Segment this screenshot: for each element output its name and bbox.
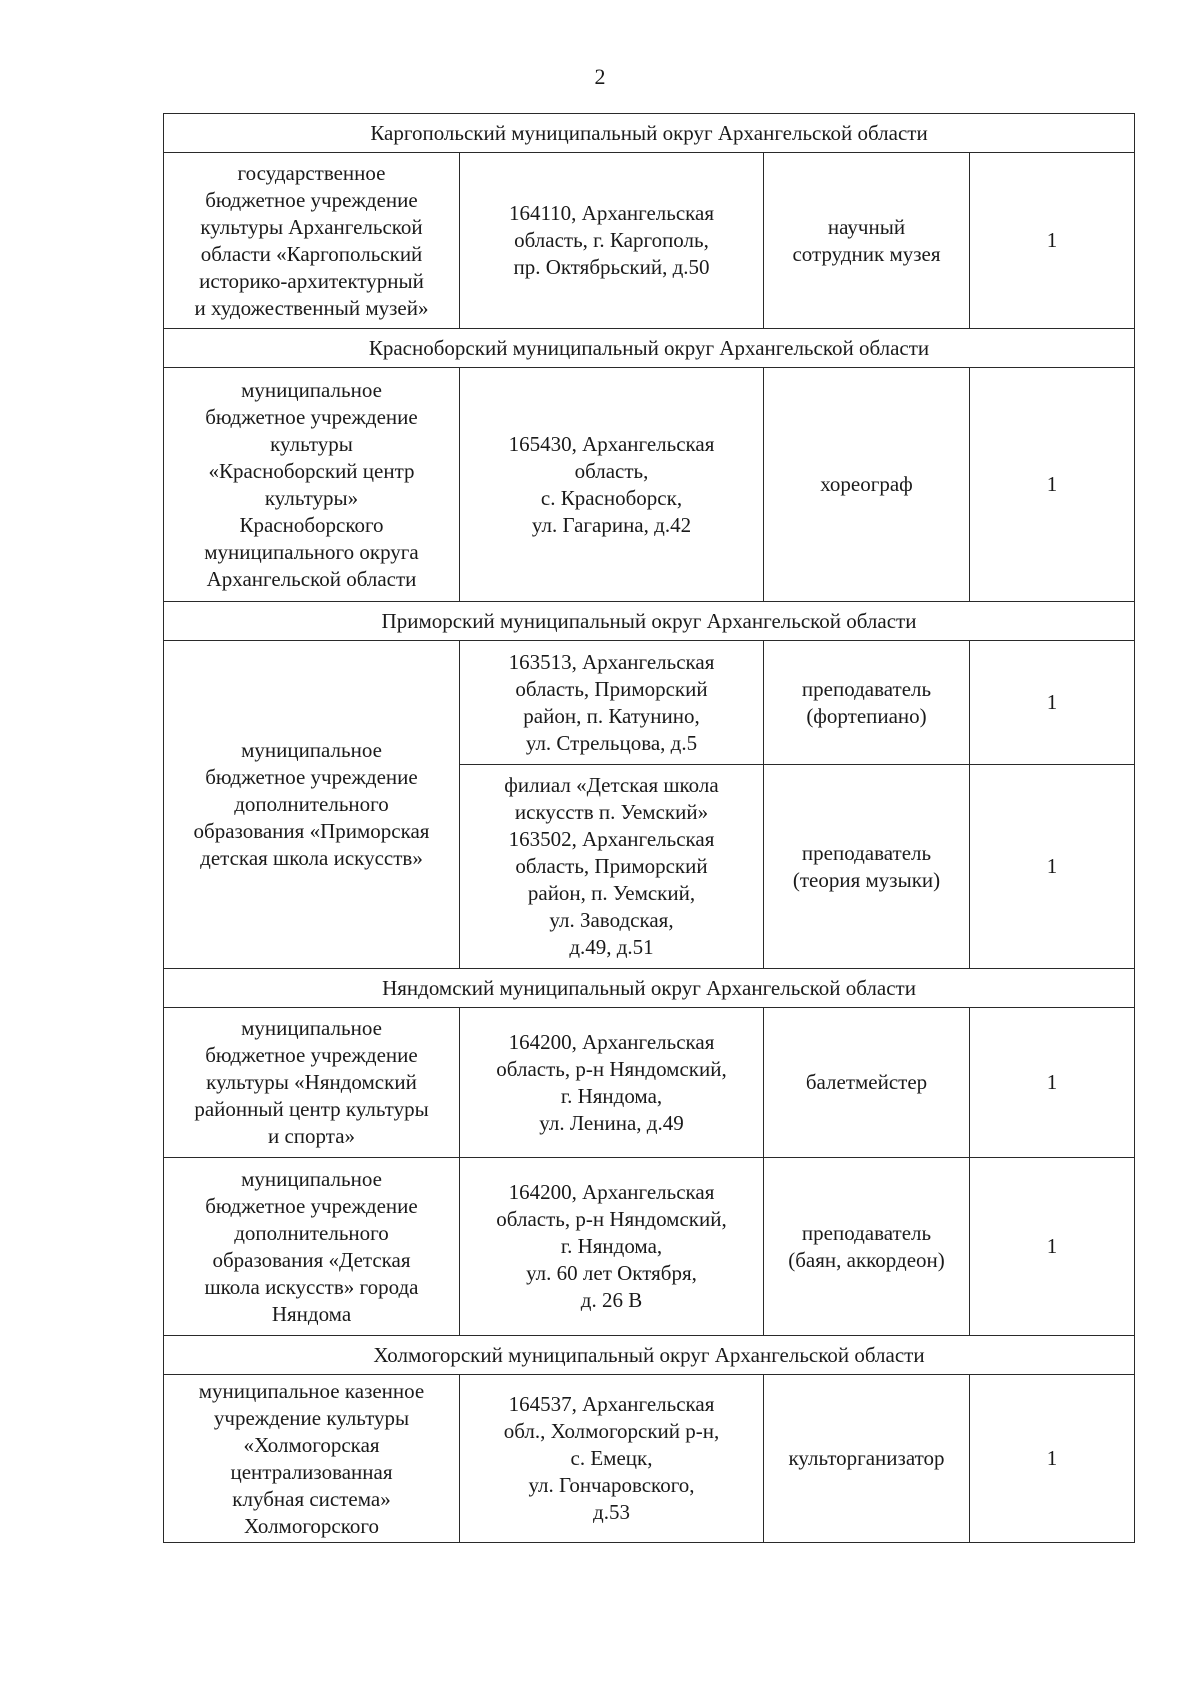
address-cell: 165430, Архангельская область, с. Красноборск, ул. Гагарина, д.42 <box>460 368 764 602</box>
table-row <box>164 153 1135 329</box>
position-cell: научный сотрудник музея <box>764 153 970 329</box>
page-number: 2 <box>594 64 606 89</box>
position-cell: балетмейстер <box>764 1008 970 1158</box>
count-cell: 1 <box>970 1375 1135 1543</box>
address-cell: 164537, Архангельская обл., Холмогорский р-н, с. Емецк, ул. Гончаровского, д.53 <box>460 1375 764 1543</box>
address-cell: 164200, Архангельская область, р-н Няндомский, г. Няндома, ул. Ленина, д.49 <box>460 1008 764 1158</box>
institution-cell: муниципальное бюджетное учреждение дополнительного образования «Приморская детская школа искусств» <box>164 641 460 969</box>
section-title: Холмогорский муниципальный округ Архангельской области <box>164 1336 1135 1375</box>
count-cell: 1 <box>970 1008 1135 1158</box>
vacancy-table <box>163 113 1135 1543</box>
position-cell: преподаватель (фортепиано) <box>764 641 970 765</box>
count-cell: 1 <box>970 765 1135 969</box>
position-cell: преподаватель (баян, аккордеон) <box>764 1158 970 1336</box>
position-cell: преподаватель (теория музыки) <box>764 765 970 969</box>
table-row <box>164 1375 1135 1543</box>
institution-cell: муниципальное бюджетное учреждение дополнительного образования «Детская школа искусств» города Няндома <box>164 1158 460 1336</box>
address-cell: 164200, Архангельская область, р-н Няндомский, г. Няндома, ул. 60 лет Октября, д. 26 В <box>460 1158 764 1336</box>
section-header-row <box>164 602 1135 641</box>
section-title: Приморский муниципальный округ Архангельской области <box>164 602 1135 641</box>
section-header-row <box>164 329 1135 368</box>
count-cell: 1 <box>970 641 1135 765</box>
table-row <box>164 1158 1135 1336</box>
section-title: Красноборский муниципальный округ Архангельской области <box>164 329 1135 368</box>
institution-cell: государственное бюджетное учреждение культуры Архангельской области «Каргопольский историко-архитектурный и художественный музей» <box>164 153 460 329</box>
section-title: Каргопольский муниципальный округ Архангельской области <box>164 114 1135 153</box>
address-cell: филиал «Детская школа искусств п. Уемский» 163502, Архангельская область, Приморский район, п. Уемский, ул. Заводская, д.49, д.51 <box>460 765 764 969</box>
table-row <box>164 1008 1135 1158</box>
table-row <box>164 368 1135 602</box>
institution-cell: муниципальное бюджетное учреждение культуры «Красноборский центр культуры» Красноборского муниципального округа Архангельской области <box>164 368 460 602</box>
institution-cell: муниципальное бюджетное учреждение культуры «Няндомский районный центр культуры и спорта» <box>164 1008 460 1158</box>
section-header-row <box>164 114 1135 153</box>
section-header-row <box>164 969 1135 1008</box>
position-cell: культорганизатор <box>764 1375 970 1543</box>
section-title: Няндомский муниципальный округ Архангельской области <box>164 969 1135 1008</box>
position-cell: хореограф <box>764 368 970 602</box>
count-cell: 1 <box>970 153 1135 329</box>
institution-cell: муниципальное казенное учреждение культуры «Холмогорская централизованная клубная система» Холмогорского <box>164 1375 460 1543</box>
section-header-row <box>164 1336 1135 1375</box>
count-cell: 1 <box>970 1158 1135 1336</box>
table-row <box>164 641 1135 765</box>
count-cell: 1 <box>970 368 1135 602</box>
address-cell: 164110, Архангельская область, г. Каргополь, пр. Октябрьский, д.50 <box>460 153 764 329</box>
address-cell: 163513, Архангельская область, Приморский район, п. Катунино, ул. Стрельцова, д.5 <box>460 641 764 765</box>
